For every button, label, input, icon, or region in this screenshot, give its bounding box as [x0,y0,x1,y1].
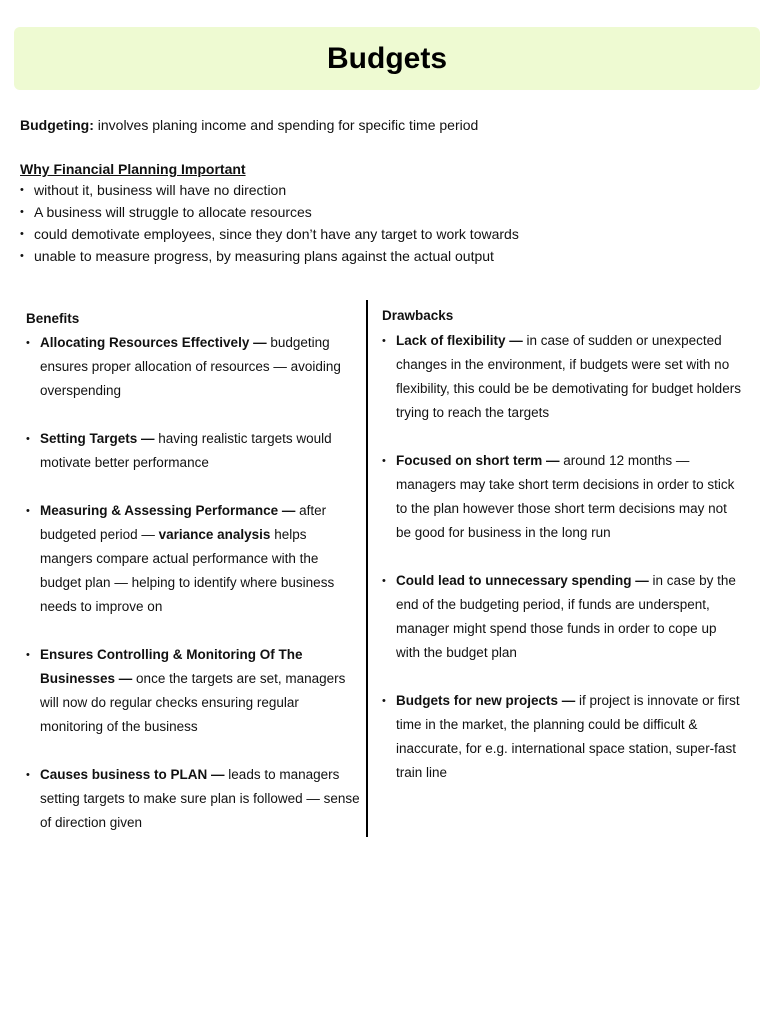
list-item [26,643,360,739]
item-term: Focused on short term — [396,453,560,468]
item-text: once the targets are set, managers will now do regular checks ensuring regular monitoring of the business [40,671,346,734]
item-term: Measuring & Assessing Performance — [40,503,296,518]
item-term: Could lead to unnecessary spending — [396,573,649,588]
list-item [26,763,360,835]
why-heading: Why Financial Planning Important [20,161,246,177]
item-text: leads to managers setting targets to make sure plan is followed — sense of direction given [40,767,360,830]
item-text: after budgeted period — [40,503,327,542]
item-text-continued: helps mangers compare actual performance with the budget plan — helping to identify where business needs to improve on [40,527,335,614]
definition-term: Budgeting: [20,117,94,133]
why-list [20,181,519,269]
list-item [382,329,742,425]
list-item: • A business will struggle to allocate resources [20,203,519,225]
drawbacks-list [382,329,742,809]
item-term: Ensures Controlling & Monitoring Of The Businesses — [40,647,303,686]
list-item [26,499,360,619]
benefits-list [26,331,360,859]
list-item [26,427,360,475]
list-item [382,569,742,665]
item-term: Budgets for new projects — [396,693,576,708]
item-term: Lack of flexibility — [396,333,523,348]
page-title: Budgets [327,41,447,75]
benefits-heading: Benefits [26,311,80,326]
column-divider [366,300,368,837]
list-item [382,689,742,785]
item-term: Allocating Resources Effectively — [40,335,267,350]
list-item: • could demotivate employees, since they don’t have any target to work towards [20,225,519,247]
drawbacks-heading: Drawbacks [382,308,454,323]
item-text: around 12 months — managers may take short term decisions in order to stick to the plan however those short term decisions may not be good for business in the long run [396,453,735,540]
title-banner [14,27,760,90]
item-text: if project is innovate or first time in the market, the planning could be difficult & inaccurate, for e.g. international space station, super-fast train line [396,693,740,780]
definition-text: involves planing income and spending for specific time period [93,117,479,133]
item-emphasis: variance analysis [158,527,271,542]
item-text: in case by the end of the budgeting period, if funds are underspent, manager might spend those funds in order to cope up with the budget plan [396,573,736,660]
budgeting-definition [20,116,478,134]
item-text: in case of sudden or unexpected changes in the environment, if budgets were set with no flexibility, this could be be demotivating for budget holders trying to reach the targets [396,333,741,420]
item-text: budgeting ensures proper allocation of resources — avoiding overspending [40,335,341,398]
list-item: • unable to measure progress, by measuring plans against the actual output [20,247,519,269]
list-item [26,331,360,403]
list-item [382,449,742,545]
item-term: Causes business to PLAN — [40,767,225,782]
item-text: having realistic targets would motivate better performance [40,431,332,470]
list-item: • without it, business will have no direction [20,181,519,203]
item-term: Setting Targets — [40,431,155,446]
